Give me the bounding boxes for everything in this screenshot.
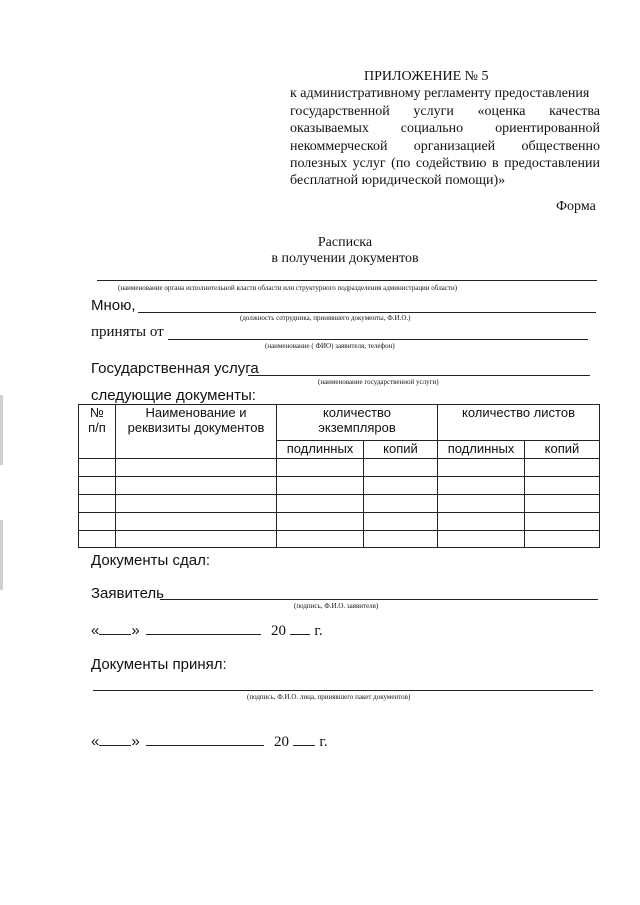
table-cell[interactable] (364, 459, 438, 477)
appendix-line: полезных услуг (по содействию в предоставлении (290, 156, 600, 172)
appendix-block (290, 68, 600, 190)
date-1-open-quote: « (91, 622, 100, 639)
table-row (79, 531, 600, 548)
receipt-title: Расписка (317, 235, 373, 250)
header-copies-count (277, 405, 438, 441)
table-cell[interactable] (116, 513, 277, 531)
employee-line[interactable] (138, 312, 596, 313)
applicant-label: Заявитель (91, 585, 164, 602)
header-doc-name-line1: Наименование и (145, 405, 247, 420)
table-row (79, 477, 600, 495)
table-cell[interactable] (277, 495, 364, 513)
table-cell[interactable] (116, 531, 277, 548)
appendix-line: государственной услуги «оценка качества (290, 103, 600, 119)
header-number (79, 405, 116, 459)
table-cell[interactable] (525, 459, 600, 477)
date-2-year-suffix: г. (319, 734, 328, 750)
table-row (79, 495, 600, 513)
appendix-line: к административному регламенту предоставления (290, 86, 590, 102)
header-doc-name (116, 405, 277, 459)
table-cell[interactable] (525, 495, 600, 513)
table-cell[interactable] (79, 495, 116, 513)
receiver-sign-line[interactable] (93, 690, 593, 691)
subheader-sheets-copies: копий (525, 441, 600, 459)
subheader-copies-copies: копий (364, 441, 438, 459)
form-label: Форма (556, 199, 596, 214)
table-cell[interactable] (438, 459, 525, 477)
date-1-day-blank[interactable] (99, 622, 131, 635)
table-cell[interactable] (277, 477, 364, 495)
date-1 (91, 622, 323, 640)
authority-caption: (наименование органа исполнительной власти области или структурного подразделения администрации области) (118, 284, 458, 292)
applicant-sign-line[interactable] (160, 599, 598, 600)
table-cell[interactable] (364, 531, 438, 548)
table-cell[interactable] (116, 459, 277, 477)
date-2-year-prefix: 20 (274, 734, 290, 750)
service-line[interactable] (248, 375, 590, 376)
appendix-title: ПРИЛОЖЕНИЕ № 5 (364, 69, 489, 84)
following-docs-label: следующие документы: (91, 387, 256, 404)
receiver-sign-caption: (подпись, Ф.И.О. лица, принявшего пакет документов) (247, 693, 411, 701)
received-from-label: приняты от (91, 324, 164, 340)
table-cell[interactable] (79, 513, 116, 531)
appendix-text (290, 85, 600, 189)
header-doc-name-line2: реквизиты документов (127, 420, 265, 435)
date-1-year-prefix: 20 (271, 623, 287, 639)
me-label: Мною, (91, 297, 136, 314)
table-cell[interactable] (79, 531, 116, 548)
date-2-month-blank[interactable] (146, 733, 264, 746)
header-number-line2: п/п (88, 420, 106, 435)
table-cell[interactable] (525, 531, 600, 548)
appendix-line: оказываемых социально ориентированной (290, 121, 600, 137)
header-sheets-count: количество листов (438, 405, 600, 441)
table-row (79, 459, 600, 477)
table-cell[interactable] (116, 477, 277, 495)
header-copies-line2: экземпляров (318, 420, 396, 435)
header-number-line1: № (90, 405, 104, 420)
date-1-year-suffix: г. (314, 623, 323, 639)
date-1-close-quote: » (131, 622, 140, 639)
submitted-label: Документы сдал: (91, 552, 211, 569)
applicant-line[interactable] (168, 339, 588, 340)
date-2-close-quote: » (131, 733, 140, 750)
table-cell[interactable] (364, 495, 438, 513)
authority-line[interactable] (97, 280, 597, 281)
table-cell[interactable] (364, 513, 438, 531)
accepted-label: Документы принял: (91, 656, 227, 673)
table-cell[interactable] (364, 477, 438, 495)
table-cell[interactable] (277, 531, 364, 548)
date-2-open-quote: « (91, 733, 100, 750)
table-cell[interactable] (525, 513, 600, 531)
subheader-sheets-original: подлинных (438, 441, 525, 459)
header-copies-line1: количество (322, 405, 392, 420)
table-cell[interactable] (438, 477, 525, 495)
employee-caption: (должность сотрудника, принявшего документы, Ф.И.О.) (240, 314, 411, 322)
date-2 (91, 733, 328, 751)
appendix-line: некоммерческой организацией общественно (290, 138, 600, 154)
receipt-subtitle: в получении документов (271, 251, 419, 266)
date-1-month-blank[interactable] (146, 622, 261, 635)
subheader-copies-original: подлинных (277, 441, 364, 459)
documents-table (78, 404, 600, 548)
table-row (79, 513, 600, 531)
table-cell[interactable] (79, 477, 116, 495)
date-2-day-blank[interactable] (99, 733, 131, 746)
table-cell[interactable] (525, 477, 600, 495)
applicant-sign-caption: (подпись, Ф.И.О. заявителя) (294, 602, 379, 610)
scan-edge-top (0, 395, 3, 465)
table-cell[interactable] (438, 495, 525, 513)
table-cell[interactable] (277, 459, 364, 477)
appendix-line: бесплатной юридической помощи)» (290, 173, 506, 189)
table-cell[interactable] (116, 495, 277, 513)
table-cell[interactable] (79, 459, 116, 477)
table-cell[interactable] (277, 513, 364, 531)
table-cell[interactable] (438, 513, 525, 531)
service-label: Государственная услуга (91, 360, 259, 377)
date-1-year-blank[interactable] (290, 622, 310, 635)
date-2-year-blank[interactable] (293, 733, 315, 746)
applicant-caption: (наименование ( ФИО) заявителя, телефон) (265, 342, 395, 350)
service-caption: (наименование государственной услуги) (318, 378, 439, 386)
table-cell[interactable] (438, 531, 525, 548)
scan-edge-bottom (0, 520, 3, 590)
